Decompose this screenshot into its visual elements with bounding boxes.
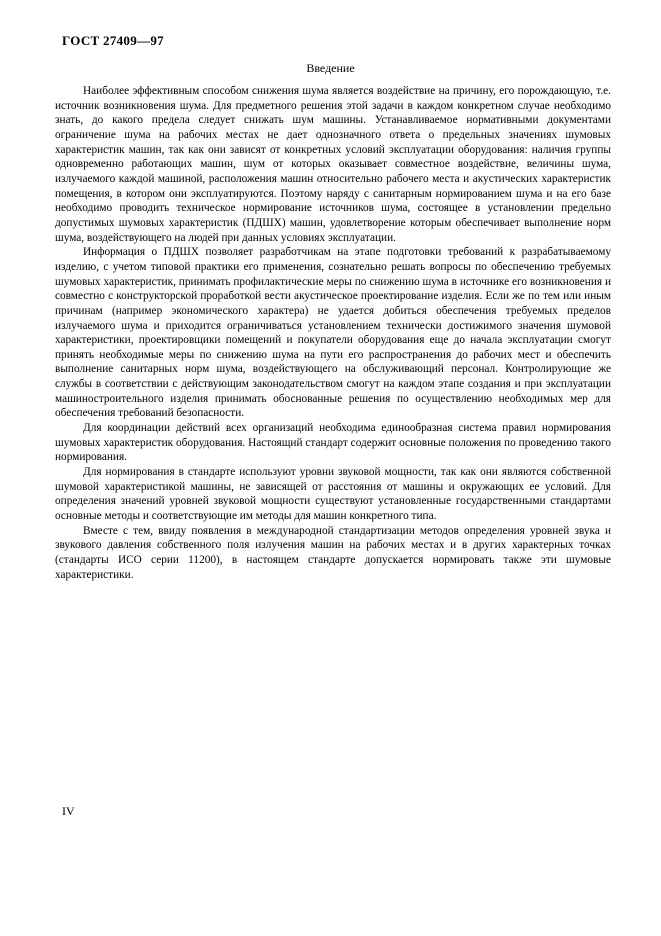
paragraph: Для координации действий всех организаций необходима единообразная система правил нормирования шумовых характеристик оборудования. Настоящий стандарт содержит основные положения по проведению такого нормирования.	[55, 422, 611, 464]
paragraph: Наиболее эффективным способом снижения шума является воздействие на причину, его порождающую, т.е. источник возникновения шума. Для предметного решения этой задачи в каждом конкретном случае необходимо знать, до какого предела следует снижать шум машины. Устанавливаемое нормативными документами ограничение шума на рабочих местах не дает однозначного ответа о предельных значениях шумовых характеристик машин, так как они зависят от конкретных условий эксплуатации оборудования: наличия группы одновременно работающих машин, шум от которых оказывает совместное воздействие, величины шума, излучаемого каждой машиной, расположения машин относительно рабочего места и акустических характеристик помещения, в котором они эксплуатируются. Поэтому наряду с санитарным нормированием шума и на его базе необходимо проводить техническое нормирование источников шума, состоящее в установлении предельно допустимых шумовых характеристик (ПДШХ) машин, удовлетворение которым обеспечивает выполнение норм шума, воздействующего на людей при данных условиях эксплуатации.	[55, 85, 611, 244]
paragraph: Для нормирования в стандарте используют уровни звуковой мощности, так как они являются собственной шумовой характеристикой машины, не зависящей от расстояния от машины и окружающих ее условий. Для определения значений уровней звуковой мощности существуют установленные государственными стандартами основные методы и соответствующие им методы для машин конкретного типа.	[55, 466, 611, 523]
paragraph: Вместе с тем, ввиду появления в международной стандартизации методов определения уровней звука и звукового давления собственного поля излучения машин на рабочих местах и в других характерных точках (стандарты ИСО серии 11200), в настоящем стандарте допускается нормировать также эти шумовые характеристики.	[55, 524, 611, 581]
paragraph: Информация о ПДШХ позволяет разработчикам на этапе подготовки требований к разрабатываемому изделию, с учетом типовой практики его применения, сознательно решать вопросы по обеспечению требуемых шумовых характеристик, принимать профилактические меры по снижению шума в источнике его возникновения и совместно с конструкторской проработкой вести акустическое проектирование изделия. Если же по тем или иным причинам (например экономического характера) не удается добиться обеспечения требуемых пределов излучаемого шума и приходится ограничиваться установлением технически достижимого значения шумовой характеристики, проектировщики помещений и покупатели оборудования еще до начала эксплуатации смогут принять необходимые меры по снижению шума на пути его распространения до рабочих мест и обеспечить выполнение санитарных норм шума, воздействующего на обслуживающий персонал. Контролирующие же службы в соответствии с действующим законодательством смогут на каждом этапе создания и при эксплуатации машиностроительного изделия принимать обоснованные решения по осуществлению необходимых мер для обеспечения требований безопасности.	[55, 246, 611, 420]
standard-code: ГОСТ 27409—97	[62, 33, 164, 48]
section-title: Введение	[306, 61, 355, 75]
page-number: IV	[62, 804, 75, 818]
introduction-text	[55, 84, 611, 582]
